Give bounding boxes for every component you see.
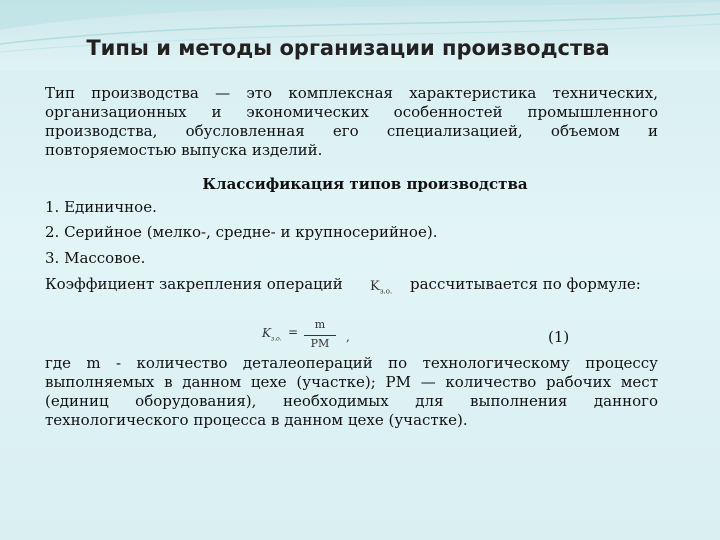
list-item: 3. Массовое. [45,249,146,267]
definition-paragraph: Тип производства — это комплексная характеристика технических, организационных и экономических особенностей промышленного производства, обусловленная его специализацией, объемом и повторяемостью выпуска изделий. [45,84,658,159]
formula-denominator: РМ [310,337,330,350]
coefficient-text-after: рассчитывается по формуле: [410,275,641,293]
equation-number: (1) [548,328,570,346]
coefficient-symbol-sub: з.о. [379,287,393,296]
list-item: 1. Единичное. [45,198,157,216]
fraction-bar [304,335,336,336]
coefficient-symbol [370,279,392,296]
formula-equals: = [288,325,299,339]
formula-lhs-k: K [262,326,271,340]
list-item: 2. Серийное (мелко-, средне- и крупносерийное). [45,223,438,241]
classification-heading [0,175,720,193]
formula-comma: , [346,330,350,344]
title-text: Типы и методы организации производства [86,36,610,60]
page-title [0,36,720,60]
explanation-paragraph: где m - количество деталеопераций по технологическому процессу выполняемых в данном цехе (участке); РМ — количество рабочих мест (единиц оборудования), необходимых для выполнения данного технологического процесса в данном цехе (участке). [45,354,658,429]
coefficient-text-before: Коэффициент закрепления операций [45,275,343,293]
formula-lhs [262,326,282,342]
formula-numerator: m [314,318,326,331]
coefficient-symbol-k: K [370,279,380,294]
formula [262,318,362,354]
classification-heading-text: Классификация типов производства [202,175,528,193]
formula-lhs-sub: з.о. [270,335,282,343]
